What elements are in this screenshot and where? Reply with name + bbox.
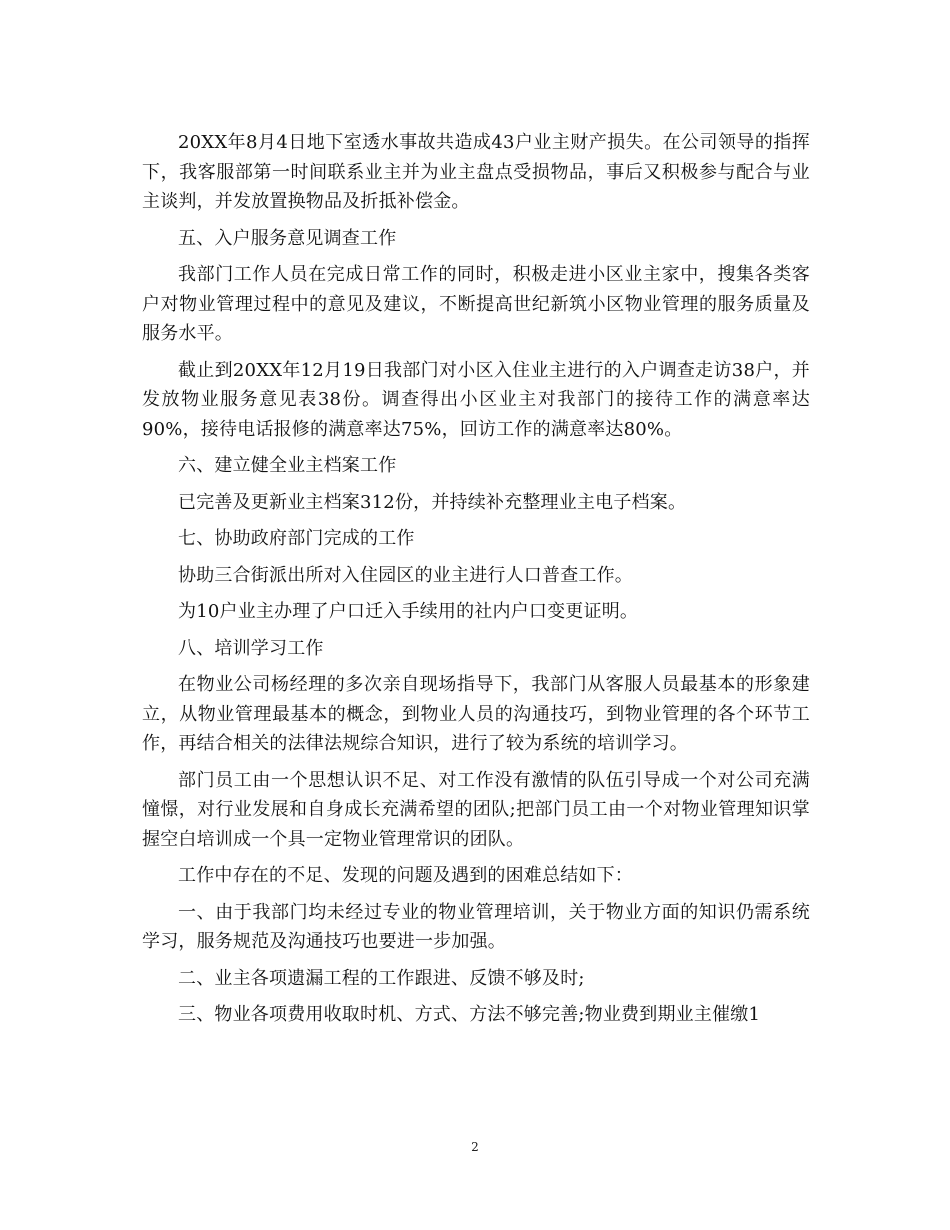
paragraph-owner-archives: 已完善及更新业主档案312份，并持续补充整理业主电子档案。 (178, 491, 687, 513)
heading-section-7: 七、协助政府部门完成的工作 (178, 528, 415, 549)
page-number: 2 (471, 1140, 479, 1154)
paragraph-team-growth: 部门员工由一个思想认识不足、对工作没有激情的队伍引导成一个对公司充满憧憬，对行业发展和自身成长充满希望的团队;把部门员工由一个对物业管理知识掌握空白培训成一个具一定物业管理常识的团队。 (142, 769, 810, 850)
paragraph-survey-results: 截止到20XX年12月19日我部门对小区入住业主进行的入户调查走访38户，并发放物业服务意见表38份。调查得出小区业主对我部门的接待工作的满意率达90%，接待电话报修的满意率达75%，回访工作的满意率达80%。 (142, 359, 810, 440)
heading-section-6: 六、建立健全业主档案工作 (178, 455, 397, 476)
paragraph-survey-intro: 我部门工作人员在完成日常工作的同时，积极走进小区业主家中，搜集各类客户对物业管理过程中的意见及建议，不断提高世纪新筑小区物业管理的服务质量及服务水平。 (142, 264, 810, 344)
paragraph-problem-3: 三、物业各项费用收取时机、方式、方法不够完善;物业费到期业主催缴1 (178, 1004, 761, 1025)
paragraph-problem-2: 二、业主各项遗漏工程的工作跟进、反馈不够及时; (178, 967, 585, 989)
paragraph-problem-1: 一、由于我部门均未经过专业的物业管理培训，关于物业方面的知识仍需系统学习，服务规范及沟通技巧也要进一步加强。 (142, 901, 810, 952)
heading-section-8: 八、培训学习工作 (178, 637, 324, 659)
paragraph-problems-intro: 工作中存在的不足、发现的问题及遇到的困难总结如下： (178, 865, 633, 886)
paragraph-water-accident: 20XX年8月4日地下室透水事故共造成43户业主财产损失。在公司领导的指挥下，我客服部第一时间联系业主并为业主盘点受损物品，事后又积极参与配合与业主谈判，并发放置换物品及折抵补偿金。 (142, 132, 810, 212)
paragraph-household-registration: 为10户业主办理了户口迁入手续用的社内户口变更证明。 (178, 601, 639, 622)
heading-section-5: 五、入户服务意见调查工作 (178, 227, 397, 249)
document-body (142, 128, 810, 1037)
paragraph-census: 协助三合街派出所对入住园区的业主进行人口普查工作。 (178, 564, 633, 586)
paragraph-training: 在物业公司杨经理的多次亲自现场指导下，我部门从客服人员最基本的形象建立，从物业管理最基本的概念，到物业人员的沟通技巧，到物业管理的各个环节工作，再结合相关的法律法规综合知识，进行了较为系统的培训学习。 (142, 674, 810, 754)
